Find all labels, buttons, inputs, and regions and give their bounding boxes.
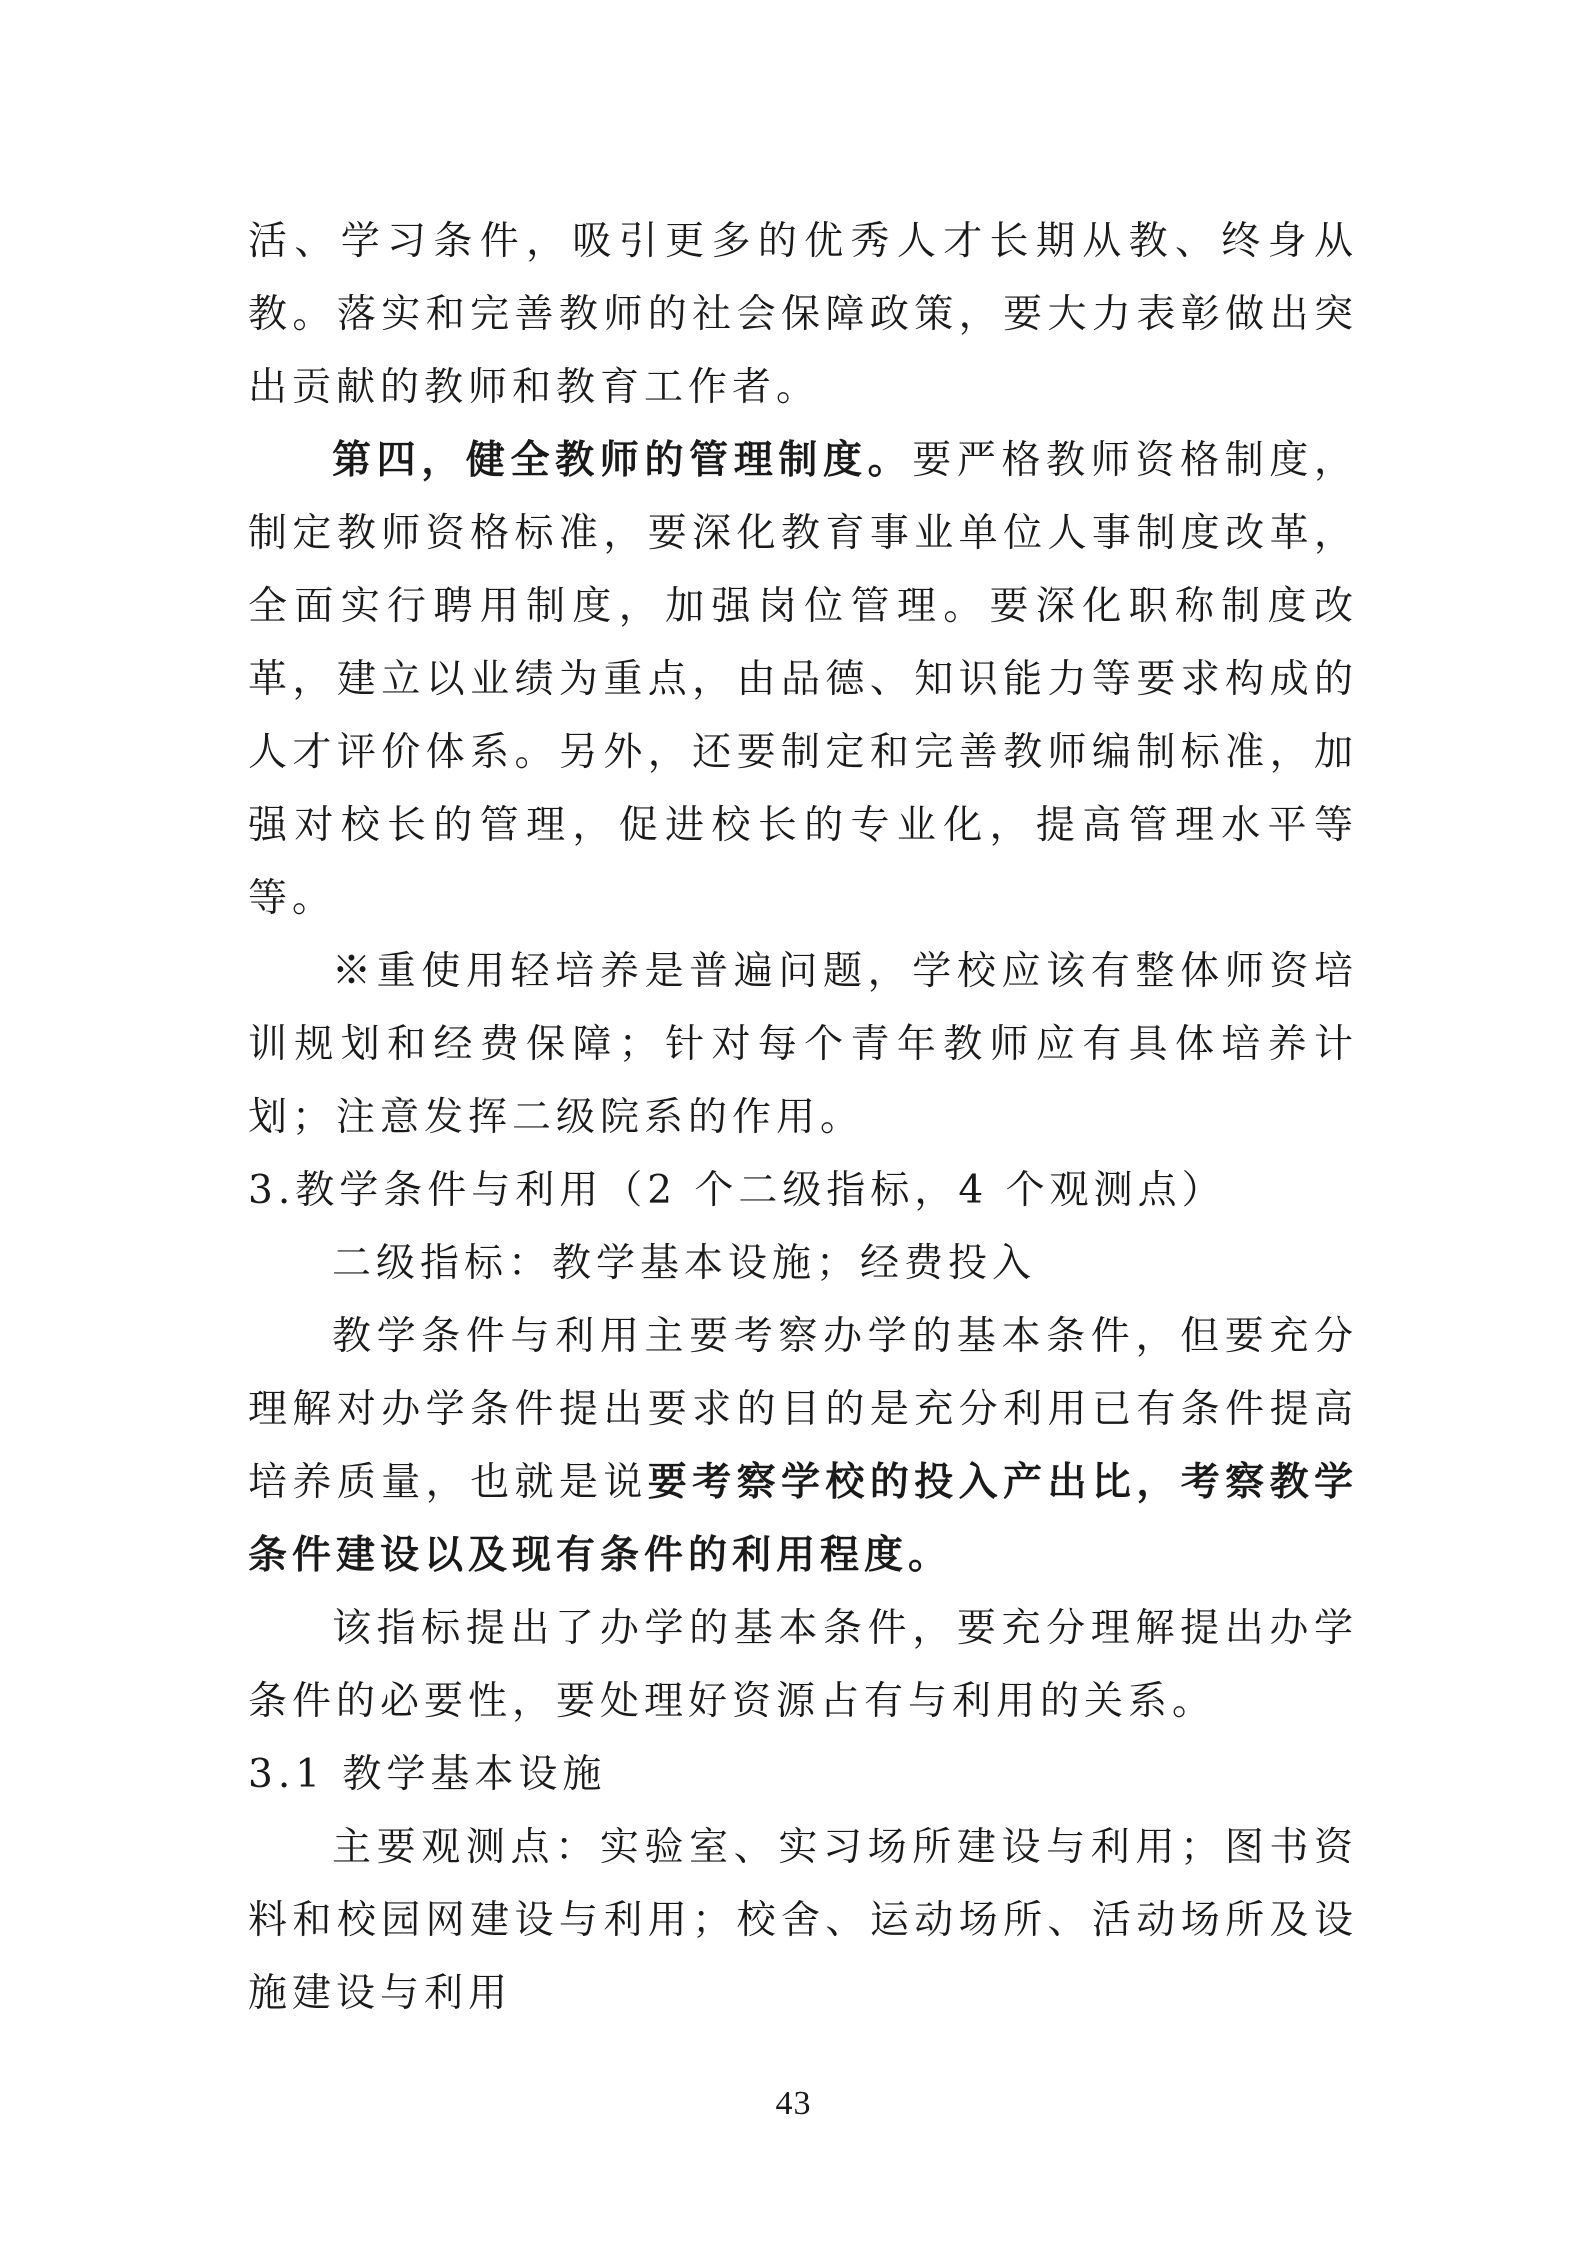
document-body [248,205,1358,2030]
paragraph-note: ※重使用轻培养是普遍问题，学校应该有整体师资培训规划和经费保障；针对每个青年教师应有具体培养计划；注意发挥二级院系的作用。 [248,949,1358,1140]
page-number: 43 [775,2085,812,2122]
section-heading-3-1: 3.1 教学基本设施 [248,1752,607,1797]
paragraph-observation-points: 主要观测点：实验室、实习场所建设与利用；图书资料和校园网建设与利用；校舍、运动场所、活动场所及设施建设与利用 [248,1825,1358,2016]
paragraph-continuation: 活、学习条件，吸引更多的优秀人才长期从教、终身从教。落实和完善教师的社会保障政策，要大力表彰做出突出贡献的教师和教育工作者。 [248,219,1358,410]
paragraph-teaching-conditions [248,1300,1358,1592]
paragraph-body: 要严格教师资格制度，制定教师资格标准，要深化教育事业单位人事制度改革，全面实行聘用制度，加强岗位管理。要深化职称制度改革，建立以业绩为重点，由品德、知识能力等要求构成的人才评价体系。另外，还要制定和完善教师编制标准，加强对校长的管理，促进校长的专业化，提高管理水平等等。 [248,438,1358,921]
paragraph-teacher-management [248,424,1358,935]
secondary-indicators: 二级指标：教学基本设施；经费投入 [332,1241,1037,1286]
paragraph-body: 教学条件与利用主要考察办学的基本条件，但要充分理解对办学条件提出要求的目的是充分利用已有条件提高培养质量，也就是说 [248,1314,1358,1505]
paragraph-bold-emphasis: 要考察学校的投入产出比，考察教学条件建设以及现有条件的利用程度。 [248,1459,1358,1578]
paragraph-resource-usage: 该指标提出了办学的基本条件，要充分理解提出办学条件的必要性，要处理好资源占有与利用的关系。 [248,1606,1358,1724]
paragraph-lead-bold: 第四，健全教师的管理制度。 [332,437,913,483]
section-heading-3: 3.教学条件与利用（2 个二级指标，4 个观测点） [248,1168,1226,1213]
